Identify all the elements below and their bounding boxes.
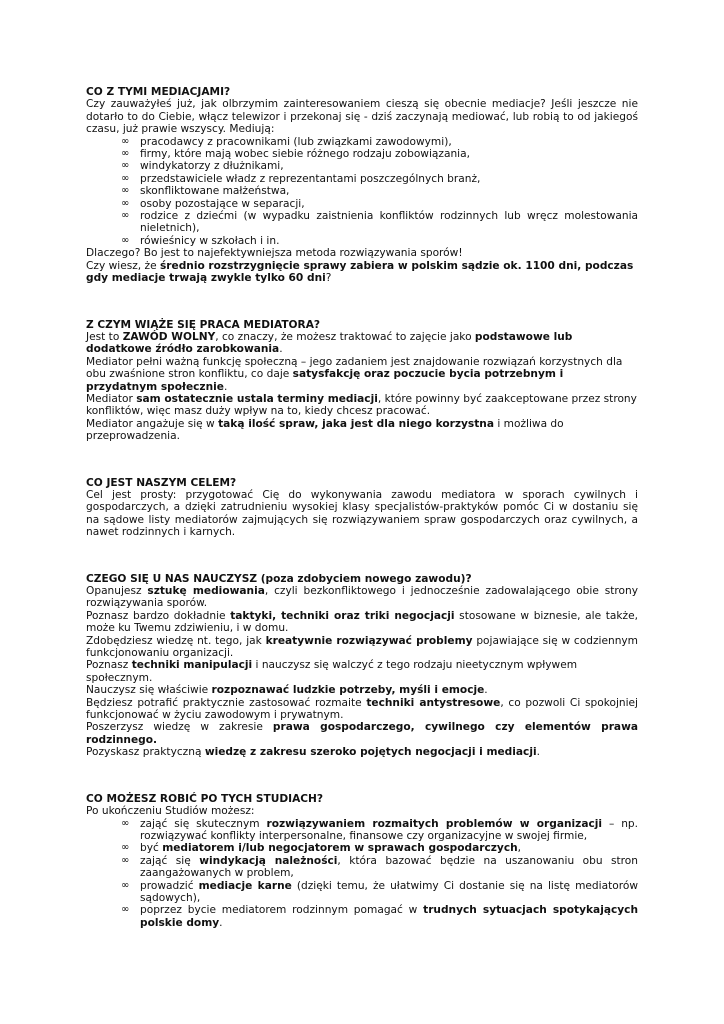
paragraph: Poznasz bardzo dokładnie taktyki, techniki oraz triki negocjacji stosowane w biznesie, ale także, może ku Twemu zdziwieniu, i w domu. [86, 609, 638, 635]
paragraph: Będziesz potrafić praktycznie zastosować rozmaite techniki antystresowe, co pozwoli Ci spokojniej funkcjonować w życiu zawodowym i prywatnym. [86, 696, 639, 722]
infinity-bullet-icon: ∞ [121, 135, 130, 147]
section-title: Z CZYM WIĄŻE SIĘ PRACA MEDIATORA? [86, 318, 321, 331]
list-item: ∞ prowadzić mediacje karne (dzięki temu, że ułatwimy Ci dostanie się na listę mediatorów sądowych), [121, 879, 638, 904]
section-mediator-work [86, 319, 638, 443]
section-title: CO MOŻESZ ROBIĆ PO TYCH STUDIACH? [86, 792, 324, 805]
infinity-bullet-icon: ∞ [121, 879, 130, 891]
paragraph: Mediator sam ostatecznie ustala terminy mediacji, które powinny być zaakceptowane przez strony konfliktów, więc masz duży wpływ na to, kiedy chcesz pracować. [86, 392, 637, 418]
paragraph: Czy wiesz, że średnio rozstrzygnięcie sprawy zabiera w polskim sądzie ok. 1100 dni, podczas gdy mediacje trwają zwykle tylko 60 dni? [86, 259, 634, 285]
infinity-bullet-icon: ∞ [121, 185, 130, 197]
list-item: ∞ zająć się windykacją należności, która bazować będzie na uszanowaniu obu stron zaangażowanych w problem, [121, 854, 638, 880]
paragraph: Czy zauważyłeś już, jak olbrzymim zainteresowaniem cieszą się obecnie mediacje? Jeśli jeszcze nie dotarło to do Ciebie, włącz telewizor i przekonaj się - dziś zaczynają mediować, lub robią to od jakiegoś czasu, już prawie wszyscy. Mediują: [86, 98, 638, 136]
section-our-goal [86, 477, 638, 539]
section-after-studies [86, 793, 638, 929]
infinity-bullet-icon: ∞ [121, 172, 130, 184]
infinity-bullet-icon: ∞ [121, 148, 130, 160]
list-item: ∞ firmy, które mają wobec siebie różnego rodzaju zobowiązania, [121, 148, 470, 161]
list-item: ∞ poprzez bycie mediatorem rodzinnym pomagać w trudnych sytuacjach spotykających polskie domy. [121, 904, 638, 929]
infinity-bullet-icon: ∞ [121, 842, 130, 854]
paragraph: Nauczysz się właściwie rozpoznawać ludzkie potrzeby, myśli i emocje. [86, 684, 488, 697]
paragraph: Pozyskasz praktyczną wiedzę z zakresu szeroko pojętych negocjacji i mediacji. [86, 746, 540, 759]
paragraph: Mediator pełni ważną funkcję społeczną – jego zadaniem jest znajdowanie rozwiązań korzystnych dla obu zwaśnione stron konfliktu, co daje satysfakcję oraz poczucie bycia potrzebnym i przydatnym społecznie. [86, 355, 623, 393]
bullet-list [86, 136, 638, 248]
paragraph: Poszerzysz wiedzę w zakresie prawa gospodarczego, cywilnego czy elementów prawa rodzinnego. [86, 721, 639, 746]
infinity-bullet-icon: ∞ [121, 904, 130, 916]
bullet-list [86, 818, 638, 930]
infinity-bullet-icon: ∞ [121, 854, 130, 866]
infinity-bullet-icon: ∞ [121, 160, 130, 172]
section-what-you-learn [86, 573, 638, 759]
document-page [86, 86, 638, 963]
section-mediations [86, 86, 638, 285]
list-item: ∞ pracodawcy z pracownikami (lub związkami zawodowymi), [121, 135, 452, 148]
paragraph: Po ukończeniu Studiów możesz: [86, 805, 255, 818]
section-title: CO Z TYMI MEDIACJAMI? [86, 86, 231, 98]
list-item: ∞ być mediatorem i/lub negocjatorem w sprawach gospodarczych, [121, 842, 522, 855]
list-item: ∞ osoby pozostające w separacji, [121, 197, 305, 210]
infinity-bullet-icon: ∞ [121, 210, 130, 222]
infinity-bullet-icon: ∞ [121, 197, 130, 209]
paragraph: Dlaczego? Bo jest to najefektywniejsza metoda rozwiązywania sporów! [86, 247, 463, 260]
paragraph: Poznasz techniki manipulacji i nauczysz się walczyć z tego rodzaju nieetycznym wpływem społecznym. [86, 659, 578, 684]
list-item: ∞ zająć się skutecznym rozwiązywaniem rozmaitych problemów w organizacji – np. rozwiązywać konflikty interpersonalne, finansowe czy organizacyjne w swojej firmie, [121, 817, 639, 842]
list-item: ∞ przedstawiciele władz z reprezentantami poszczególnych branż, [121, 172, 481, 185]
paragraph: Jest to ZAWÓD WOLNY, co znaczy, że możesz traktować to zajęcie jako podstawowe lub dodatkowe źródło zarobkowania. [86, 330, 573, 356]
paragraph: Mediator angażuje się w taką ilość spraw, jaka jest dla niego korzystna i możliwa do przeprowadzenia. [86, 417, 564, 443]
list-item: ∞ rówieśnicy w szkołach i in. [121, 234, 280, 247]
section-title: CO JEST NASZYM CELEM? [86, 476, 237, 489]
paragraph: Cel jest prosty: przygotować Cię do wykonywania zawodu mediatora w sporach cywilnych i gospodarczych, a dzięki zatrudnieniu wysokiej klasy specjalistów-praktyków pomóc Ci w dostaniu się na sądowe listy mediatorów zajmujących się rozwiązywaniem spraw gospodarczych oraz cywilnych, a nawet rodzinnych i karnych. [86, 488, 638, 539]
list-item: ∞ rodzice z dziećmi (w wypadku zaistnienia konfliktów rodzinnych lub wręcz molestowania nieletnich), [121, 210, 638, 235]
infinity-bullet-icon: ∞ [121, 234, 130, 246]
section-title: CZEGO SIĘ U NAS NAUCZYSZ (poza zdobyciem nowego zawodu)? [86, 572, 472, 585]
list-item: ∞ skonfliktowane małżeństwa, [121, 185, 290, 198]
paragraph: Opanujesz sztukę mediowania, czyli bezkonfliktowego i jednocześnie zadowalającego obie strony rozwiązywania sporów. [86, 585, 638, 610]
paragraph: Zdobędziesz wiedzę nt. tego, jak kreatywnie rozwiązywać problemy pojawiające się w codziennym funkcjonowaniu organizacji. [86, 634, 638, 660]
infinity-bullet-icon: ∞ [121, 817, 130, 829]
list-item: ∞ windykatorzy z dłużnikami, [121, 160, 284, 173]
